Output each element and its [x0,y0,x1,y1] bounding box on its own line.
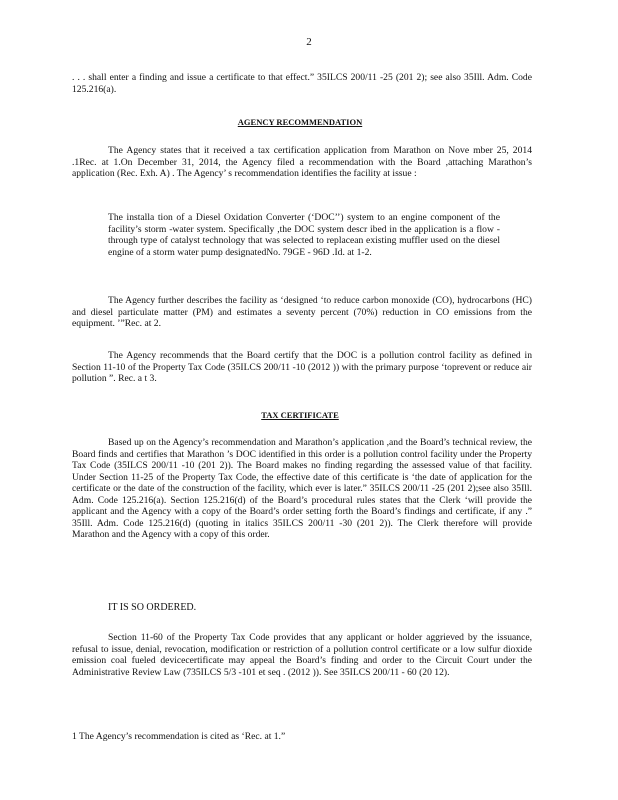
agency-describes-paragraph: The Agency further describes the facility as ‘designed ‘to reduce carbon monoxide (CO), hydrocarbons (HC) and diesel particulate matter (PM) and estimates a seventy percent (70%) reduction in CO emissions from the equipment. ’”Rec. at 2. [72,295,532,329]
heading-agency-text: AGENCY RECOMMENDATION [237,117,363,127]
facility-blockquote: The installa tion of a Diesel Oxidation Converter (‘DOC’’) system to an engine component of the facility’s storm -water system. Specifically ,the DOC system descr ibed in the application is a flow - through type of catalyst technology that was selected to replacean existing muffler used on the diesel engine of a storm water pump designatedNo. 79GE - 96D .Id. at 1-2. [108,212,500,258]
heading-tax-certificate [0,410,618,420]
footnote: 1 The Agency’s recommendation is cited as ‘Rec. at 1.” [72,731,286,742]
section-1160-paragraph: Section 11-60 of the Property Tax Code provides that any applicant or holder aggrieved by the issuance, refusal to issue, denial, revocation, modification or restriction of a pollution control certificate or a low sulfur dioxide emission coal fueled devicecertificate may appeal the Board’s finding and order to the Circuit Court under the Administrative Review Law (735ILCS 5/3 -101 et seq . (2012 )). See 35ILCS 200/11 - 60 (20 12). [72,632,532,678]
based-upon-paragraph: Based up on the Agency’s recommendation and Marathon’s application ,and the Board’s technical review, the Board finds and certifies that Marathon ’s DOC identified in this order is a pollution control facility under the Property Tax Code (35ILCS 200/11 -10 (201 2)). The Board makes no finding regarding the assessed value of that facility. Under Section 11-25 of the Property Tax Code, the effective date of this certificate is ‘the date of application for the certificate or the date of the construction of the facility, which ever is later.” 35ILCS 200/11 -25 (201 2);see also 35Ill. Adm. Code 125.216(a). Section 125.216(d) of the Board’s procedural rules states that the Clerk ‘will provide the applicant and the Agency with a copy of the Board’s order setting forth the Board’s findings and certificate, if any .” 35Ill. Adm. Code 125.216(d) (quoting in italics 35ILCS 200/11 -30 (201 2)). The Clerk therefore will provide Marathon and the Agency with a copy of this order. [72,437,532,540]
so-ordered-line: IT IS SO ORDERED. [108,602,197,613]
agency-states-paragraph: The Agency states that it received a tax certification application from Marathon on Nove mber 25, 2014 .1Rec. at 1.On December 31, 2014, the Agency filed a recommendation with the Board ,attaching Marathon’s application (Rec. Exh. A) . The Agency’ s recommendation identifies the facility at issue : [72,145,532,179]
heading-tax-text: TAX CERTIFICATE [261,410,339,420]
heading-agency-recommendation [0,117,618,127]
intro-paragraph: . . . shall enter a finding and issue a certificate to that effect.” 35ILCS 200/11 -25 (201 2); see also 35Ill. Adm. Code 125.216(a). [72,72,532,95]
agency-recommends-paragraph: The Agency recommends that the Board certify that the DOC is a pollution control facility as defined in Section 11-10 of the Property Tax Code (35ILCS 200/11 -10 (2012 )) with the primary purpose ‘toprevent or reduce air pollution ”. Rec. a t 3. [72,350,532,384]
page-number: 2 [306,36,312,48]
